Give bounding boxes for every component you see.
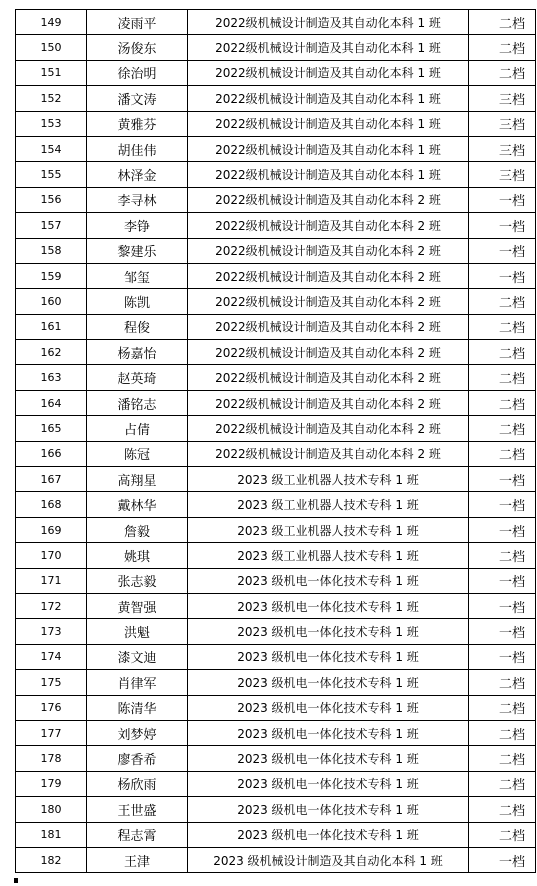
class-name: 2023 级工业机器人技术专科 1 班 [188,543,469,568]
grade-level: 一档 [469,467,536,492]
grade-level: 一档 [469,187,536,212]
student-name: 黄智强 [87,593,188,618]
row-number: 168 [16,492,87,517]
class-name: 2022级机械设计制造及其自动化本科 2 班 [188,187,469,212]
grade-level: 三档 [469,86,536,111]
row-number: 150 [16,35,87,60]
row-number: 151 [16,60,87,85]
table-row [16,467,536,492]
table-row [16,695,536,720]
grade-level: 三档 [469,136,536,161]
grade-level: 一档 [469,517,536,542]
student-name: 黄雅芬 [87,111,188,136]
grade-level: 一档 [469,492,536,517]
class-name: 2023 级机电一体化技术专科 1 班 [188,771,469,796]
grade-level: 一档 [469,593,536,618]
grade-level: 三档 [469,111,536,136]
table-row [16,86,536,111]
table-row [16,847,536,872]
table-row [16,720,536,745]
class-name: 2022级机械设计制造及其自动化本科 1 班 [188,162,469,187]
class-name: 2022级机械设计制造及其自动化本科 2 班 [188,365,469,390]
class-name: 2023 级机电一体化技术专科 1 班 [188,797,469,822]
student-name: 张志毅 [87,568,188,593]
student-name: 占倩 [87,416,188,441]
table-row [16,263,536,288]
grade-level: 二档 [469,695,536,720]
student-name: 程志霄 [87,822,188,847]
grade-level: 二档 [469,10,536,35]
table-row [16,441,536,466]
table-row [16,60,536,85]
grade-level: 一档 [469,263,536,288]
student-name: 黎建乐 [87,238,188,263]
row-number: 156 [16,187,87,212]
table-row [16,238,536,263]
grade-level: 一档 [469,238,536,263]
table-row [16,746,536,771]
class-name: 2023 级工业机器人技术专科 1 班 [188,517,469,542]
row-number: 153 [16,111,87,136]
class-name: 2023 级机械设计制造及其自动化本科 1 班 [188,847,469,872]
grade-level: 三档 [469,162,536,187]
table-row [16,136,536,161]
table-row [16,111,536,136]
grade-level: 二档 [469,441,536,466]
table-row [16,35,536,60]
row-number: 154 [16,136,87,161]
table-row [16,416,536,441]
class-name: 2022级机械设计制造及其自动化本科 2 班 [188,390,469,415]
grade-level: 二档 [469,543,536,568]
row-number: 167 [16,467,87,492]
student-name: 王世盛 [87,797,188,822]
table-row [16,340,536,365]
row-number: 170 [16,543,87,568]
class-name: 2022级机械设计制造及其自动化本科 1 班 [188,10,469,35]
grade-level: 二档 [469,416,536,441]
class-name: 2022级机械设计制造及其自动化本科 2 班 [188,314,469,339]
student-name: 漆文迪 [87,644,188,669]
class-name: 2023 级工业机器人技术专科 1 班 [188,467,469,492]
grade-level: 二档 [469,797,536,822]
row-number: 164 [16,390,87,415]
grade-level: 二档 [469,771,536,796]
student-name: 汤俊东 [87,35,188,60]
row-number: 162 [16,340,87,365]
class-name: 2022级机械设计制造及其自动化本科 1 班 [188,111,469,136]
row-number: 161 [16,314,87,339]
student-name: 陈凯 [87,289,188,314]
grade-level: 二档 [469,289,536,314]
class-name: 2023 级机电一体化技术专科 1 班 [188,593,469,618]
class-name: 2023 级机电一体化技术专科 1 班 [188,720,469,745]
row-number: 158 [16,238,87,263]
class-name: 2022级机械设计制造及其自动化本科 1 班 [188,60,469,85]
row-number: 181 [16,822,87,847]
grade-level: 二档 [469,746,536,771]
row-number: 163 [16,365,87,390]
student-name: 潘文涛 [87,86,188,111]
table-row [16,10,536,35]
row-number: 178 [16,746,87,771]
row-number: 169 [16,517,87,542]
row-number: 177 [16,720,87,745]
class-name: 2023 级机电一体化技术专科 1 班 [188,568,469,593]
class-name: 2023 级机电一体化技术专科 1 班 [188,695,469,720]
student-name: 陈清华 [87,695,188,720]
class-name: 2023 级工业机器人技术专科 1 班 [188,492,469,517]
class-name: 2023 级机电一体化技术专科 1 班 [188,746,469,771]
class-name: 2023 级机电一体化技术专科 1 班 [188,670,469,695]
grade-level: 二档 [469,340,536,365]
class-name: 2022级机械设计制造及其自动化本科 2 班 [188,263,469,288]
student-name: 潘铭志 [87,390,188,415]
table-row [16,187,536,212]
table-row [16,771,536,796]
student-name: 邹玺 [87,263,188,288]
page-corner-mark [14,878,18,883]
table-row [16,365,536,390]
row-number: 173 [16,619,87,644]
grade-level: 一档 [469,568,536,593]
row-number: 174 [16,644,87,669]
table-row [16,492,536,517]
row-number: 160 [16,289,87,314]
class-name: 2022级机械设计制造及其自动化本科 2 班 [188,416,469,441]
student-name: 赵英琦 [87,365,188,390]
table-row [16,568,536,593]
grade-level: 二档 [469,314,536,339]
student-name: 林泽金 [87,162,188,187]
class-name: 2023 级机电一体化技术专科 1 班 [188,644,469,669]
table-row [16,162,536,187]
student-name: 姚琪 [87,543,188,568]
class-name: 2022级机械设计制造及其自动化本科 2 班 [188,340,469,365]
grade-level: 二档 [469,390,536,415]
student-name: 王津 [87,847,188,872]
student-name: 高翔星 [87,467,188,492]
row-number: 157 [16,213,87,238]
student-name: 胡佳伟 [87,136,188,161]
student-name: 詹毅 [87,517,188,542]
row-number: 180 [16,797,87,822]
class-name: 2022级机械设计制造及其自动化本科 1 班 [188,86,469,111]
grade-level: 二档 [469,60,536,85]
grade-level: 一档 [469,619,536,644]
student-name: 杨欣雨 [87,771,188,796]
table-row [16,822,536,847]
class-name: 2022级机械设计制造及其自动化本科 2 班 [188,441,469,466]
row-number: 166 [16,441,87,466]
class-name: 2022级机械设计制造及其自动化本科 2 班 [188,213,469,238]
student-name: 陈冠 [87,441,188,466]
row-number: 159 [16,263,87,288]
grade-level: 二档 [469,670,536,695]
student-name: 洪魁 [87,619,188,644]
grade-level: 二档 [469,365,536,390]
grade-level: 一档 [469,847,536,872]
row-number: 152 [16,86,87,111]
student-name: 程俊 [87,314,188,339]
student-list-body [16,10,536,873]
row-number: 182 [16,847,87,872]
student-name: 李铮 [87,213,188,238]
grade-level: 一档 [469,644,536,669]
table-row [16,517,536,542]
row-number: 149 [16,10,87,35]
class-name: 2022级机械设计制造及其自动化本科 1 班 [188,35,469,60]
table-row [16,213,536,238]
student-name: 徐治明 [87,60,188,85]
row-number: 155 [16,162,87,187]
table-row [16,644,536,669]
table-row [16,289,536,314]
row-number: 172 [16,593,87,618]
class-name: 2023 级机电一体化技术专科 1 班 [188,619,469,644]
table-row [16,593,536,618]
class-name: 2022级机械设计制造及其自动化本科 2 班 [188,289,469,314]
class-name: 2023 级机电一体化技术专科 1 班 [188,822,469,847]
row-number: 175 [16,670,87,695]
grade-level: 一档 [469,213,536,238]
student-name: 肖律军 [87,670,188,695]
student-name: 刘梦婷 [87,720,188,745]
table-row [16,797,536,822]
row-number: 165 [16,416,87,441]
student-list-table [15,9,536,873]
row-number: 179 [16,771,87,796]
table-row [16,314,536,339]
student-name: 杨嘉怡 [87,340,188,365]
table-row [16,390,536,415]
grade-level: 二档 [469,822,536,847]
table-row [16,619,536,644]
student-name: 廖香希 [87,746,188,771]
student-name: 戴林华 [87,492,188,517]
student-name: 凌雨平 [87,10,188,35]
grade-level: 二档 [469,35,536,60]
student-name: 李寻林 [87,187,188,212]
class-name: 2022级机械设计制造及其自动化本科 1 班 [188,136,469,161]
grade-level: 二档 [469,720,536,745]
table-row [16,670,536,695]
row-number: 171 [16,568,87,593]
row-number: 176 [16,695,87,720]
class-name: 2022级机械设计制造及其自动化本科 2 班 [188,238,469,263]
table-row [16,543,536,568]
